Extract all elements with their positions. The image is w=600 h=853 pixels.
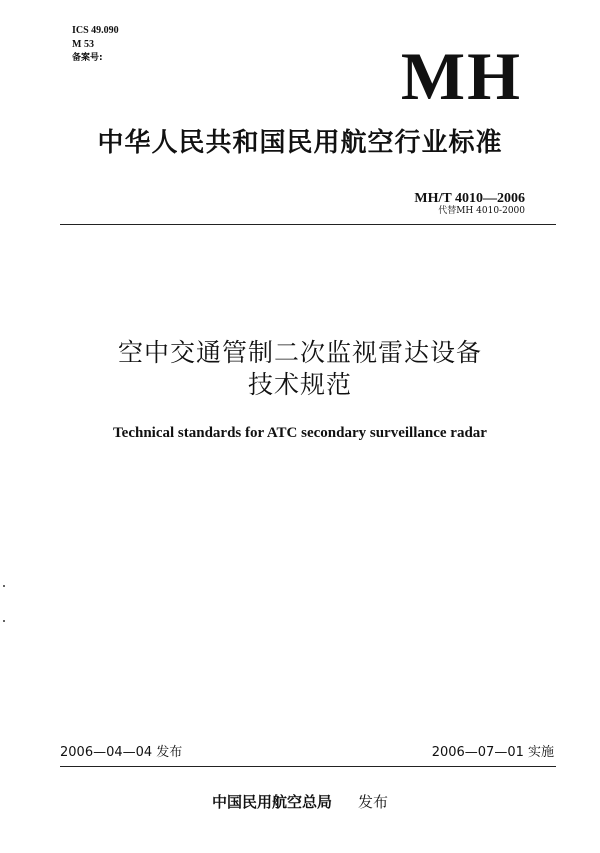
standard-number: MH/T 4010—2006 <box>414 191 525 206</box>
replaces-standard: 代替MH 4010-2000 <box>438 206 525 216</box>
ics-code: ICS 49.090 <box>72 25 119 36</box>
mh-logo: MH <box>400 38 522 114</box>
scan-speck <box>3 620 5 622</box>
standard-category-title: 中华人民共和国民用航空行业标准 <box>97 128 503 158</box>
scan-speck <box>3 585 5 587</box>
top-divider <box>60 224 556 225</box>
issuer-name: 中国民用航空总局 <box>211 793 332 811</box>
document-title-cn-line1: 空中交通管制二次监视雷达设备 <box>117 338 482 367</box>
document-title-en: Technical standards for ATC secondary surveillance radar <box>113 425 487 441</box>
bottom-divider <box>60 766 556 767</box>
publication-date: 2006—04—04 发布 <box>60 745 183 760</box>
record-number-label: 备案号: <box>72 53 103 63</box>
issue-verb: 发布 <box>358 793 389 811</box>
implementation-date: 2006—07—01 实施 <box>431 745 554 760</box>
document-title-cn-line2: 技术规范 <box>247 370 352 399</box>
issuer-line <box>0 795 600 810</box>
classification-code: M 53 <box>72 39 94 50</box>
